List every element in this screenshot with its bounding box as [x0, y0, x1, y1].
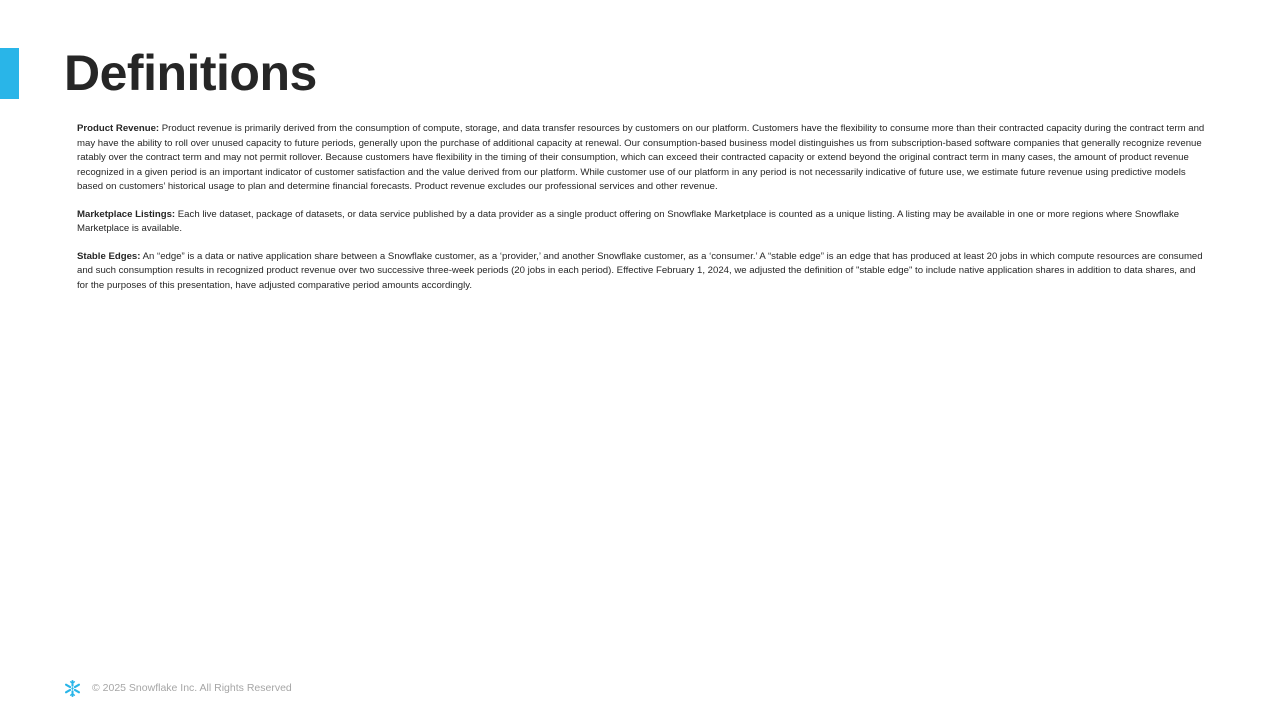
definition-product-revenue — [77, 122, 1207, 195]
definition-term: Stable Edges: — [77, 250, 141, 262]
definition-text: Each live dataset, package of datasets, or data service published by a data provider as a single product offering on Snowflake Marketplace is counted as a unique listing. A listing may be available in one or more regions where Snowflake Marketplace is available. — [77, 208, 1180, 234]
snowflake-logo-icon — [63, 679, 82, 698]
definition-term: Marketplace Listings: — [77, 208, 176, 220]
definitions-list — [77, 122, 1207, 306]
definition-text: An “edge” is a data or native application share between a Snowflake customer, as a ‘provider,’ and another Snowflake customer, as a ‘consumer.’ A “stable edge” is an edge that has produced at least 20 jobs in which compute resources are consumed and such consumption results in recognized product revenue over two successive three-week periods (20 jobs in each period). Effective February 1, 2024, we adjusted the definition of "stable edge" to include native application shares in addition to data shares, and for the purposes of this presentation, have adjusted comparative period amounts accordingly. — [77, 250, 1203, 291]
footer — [63, 678, 292, 698]
definition-text: Product revenue is primarily derived from the consumption of compute, storage, and data transfer resources by customers on our platform. Customers have the flexibility to consume more than their contracted capacity during the contract term and may have the ability to roll over unused capacity to future periods, generally upon the purchase of additional capacity at renewal. Our consumption-based business model distinguishes us from subscription-based software companies that generally recognize revenue ratably over the contract term and may not permit rollover. Because customers have flexibility in the timing of their consumption, which can exceed their contracted capacity or extend beyond the original contract term in many cases, the amount of product revenue recognized in a given period is an important indicator of customer satisfaction and the value derived from our platform. While customer use of our platform in any period is not necessarily indicative of future use, we estimate future revenue using predictive models based on customers’ historical usage to plan and determine financial forecasts. Product revenue excludes our professional services and other revenue. — [77, 123, 1205, 192]
title-accent-bar — [0, 48, 19, 99]
copyright-text: © 2025 Snowflake Inc. All Rights Reserved — [92, 682, 292, 694]
definition-marketplace-listings — [77, 208, 1207, 237]
definition-stable-edges — [77, 250, 1207, 294]
page-title: Definitions — [64, 45, 317, 101]
definition-term: Product Revenue: — [77, 123, 160, 134]
